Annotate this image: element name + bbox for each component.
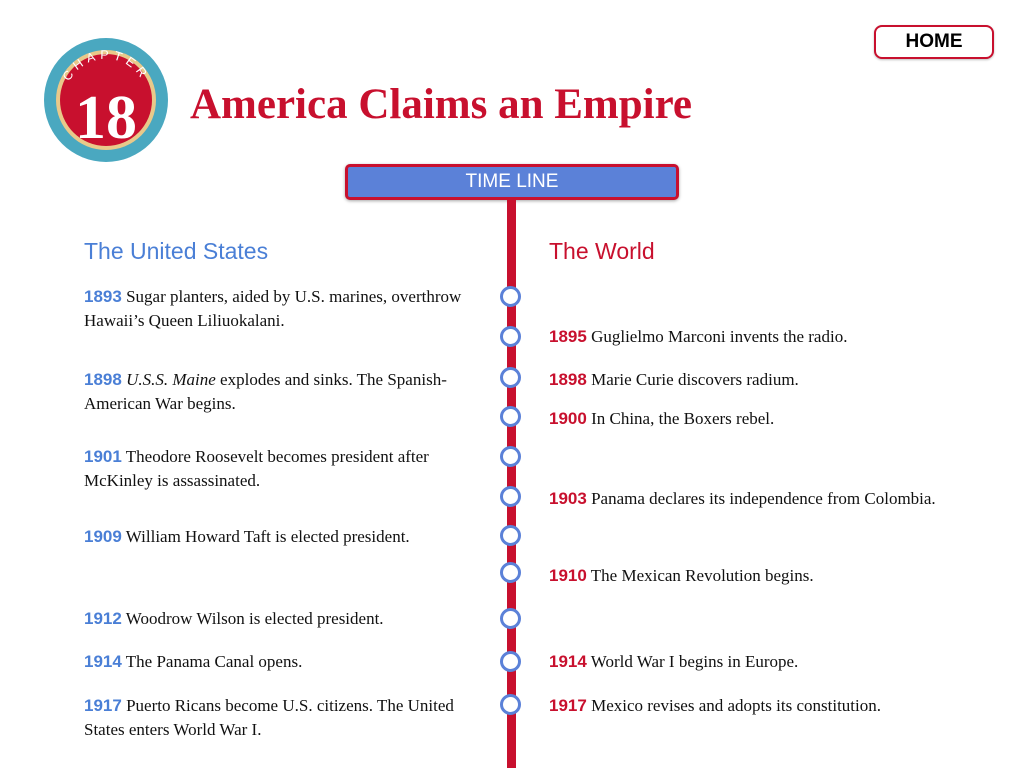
us-event (84, 607, 479, 631)
timeline-node (500, 286, 521, 307)
event-year: 1914 (84, 652, 122, 671)
timeline-node (500, 651, 521, 672)
timeline-header: TIME LINE (345, 164, 679, 200)
timeline-node (500, 446, 521, 467)
event-year: 1912 (84, 609, 122, 628)
event-text: In China, the Boxers rebel. (591, 409, 775, 428)
home-button[interactable]: HOME (874, 25, 994, 59)
badge-chapter-label: CHAPTER (59, 47, 153, 84)
timeline-spine (507, 199, 516, 768)
timeline-node (500, 525, 521, 546)
event-year: 1909 (84, 527, 122, 546)
world-event (549, 650, 989, 674)
event-year: 1917 (84, 696, 122, 715)
us-column-heading: The United States (84, 238, 269, 264)
event-year: 1901 (84, 447, 122, 466)
us-event (84, 445, 479, 493)
timeline-node (500, 406, 521, 427)
world-event (549, 407, 989, 431)
event-text: William Howard Taft is elected president. (125, 527, 410, 546)
event-year: 1903 (549, 489, 587, 508)
world-event (549, 325, 989, 349)
event-text: Woodrow Wilson is elected president. (125, 609, 384, 628)
world-event (549, 564, 989, 588)
timeline-node (500, 486, 521, 507)
event-year: 1893 (84, 287, 122, 306)
world-column-heading: The World (549, 238, 655, 264)
page-title: America Claims an Empire (190, 81, 692, 128)
us-event (84, 694, 479, 742)
event-text: The Mexican Revolution begins. (590, 566, 814, 585)
event-year: 1895 (549, 327, 587, 346)
world-event (549, 487, 989, 511)
event-text: Panama declares its independence from Colombia. (591, 489, 936, 508)
event-text: Marie Curie discovers radium. (591, 370, 799, 389)
event-text: explodes and sinks. The Spanish-American War begins. (84, 370, 447, 413)
event-text: World War I begins in Europe. (590, 652, 799, 671)
event-year: 1917 (549, 696, 587, 715)
event-year: 1914 (549, 652, 587, 671)
badge-chapter-number: 18 (75, 84, 137, 152)
chapter-badge (42, 36, 170, 164)
event-year: 1910 (549, 566, 587, 585)
us-event (84, 368, 479, 416)
us-event (84, 525, 479, 549)
timeline-node (500, 694, 521, 715)
timeline-node (500, 562, 521, 583)
event-year: 1898 (549, 370, 587, 389)
event-text: The Panama Canal opens. (125, 652, 303, 671)
event-text: Guglielmo Marconi invents the radio. (591, 327, 848, 346)
event-text: Sugar planters, aided by U.S. marines, overthrow Hawaii’s Queen Liliuokalani. (84, 287, 462, 330)
us-event (84, 285, 479, 333)
timeline-node (500, 326, 521, 347)
timeline-node (500, 367, 521, 388)
event-year: 1900 (549, 409, 587, 428)
event-text: Theodore Roosevelt becomes president after McKinley is assassinated. (84, 447, 429, 490)
event-text: Mexico revises and adopts its constitution. (591, 696, 881, 715)
timeline-node (500, 608, 521, 629)
world-event (549, 368, 989, 392)
world-event (549, 694, 989, 718)
event-text: Puerto Ricans become U.S. citizens. The United States enters World War I. (84, 696, 454, 739)
ship-name: U.S.S. Maine (126, 370, 216, 389)
us-event (84, 650, 479, 674)
event-year: 1898 (84, 370, 122, 389)
